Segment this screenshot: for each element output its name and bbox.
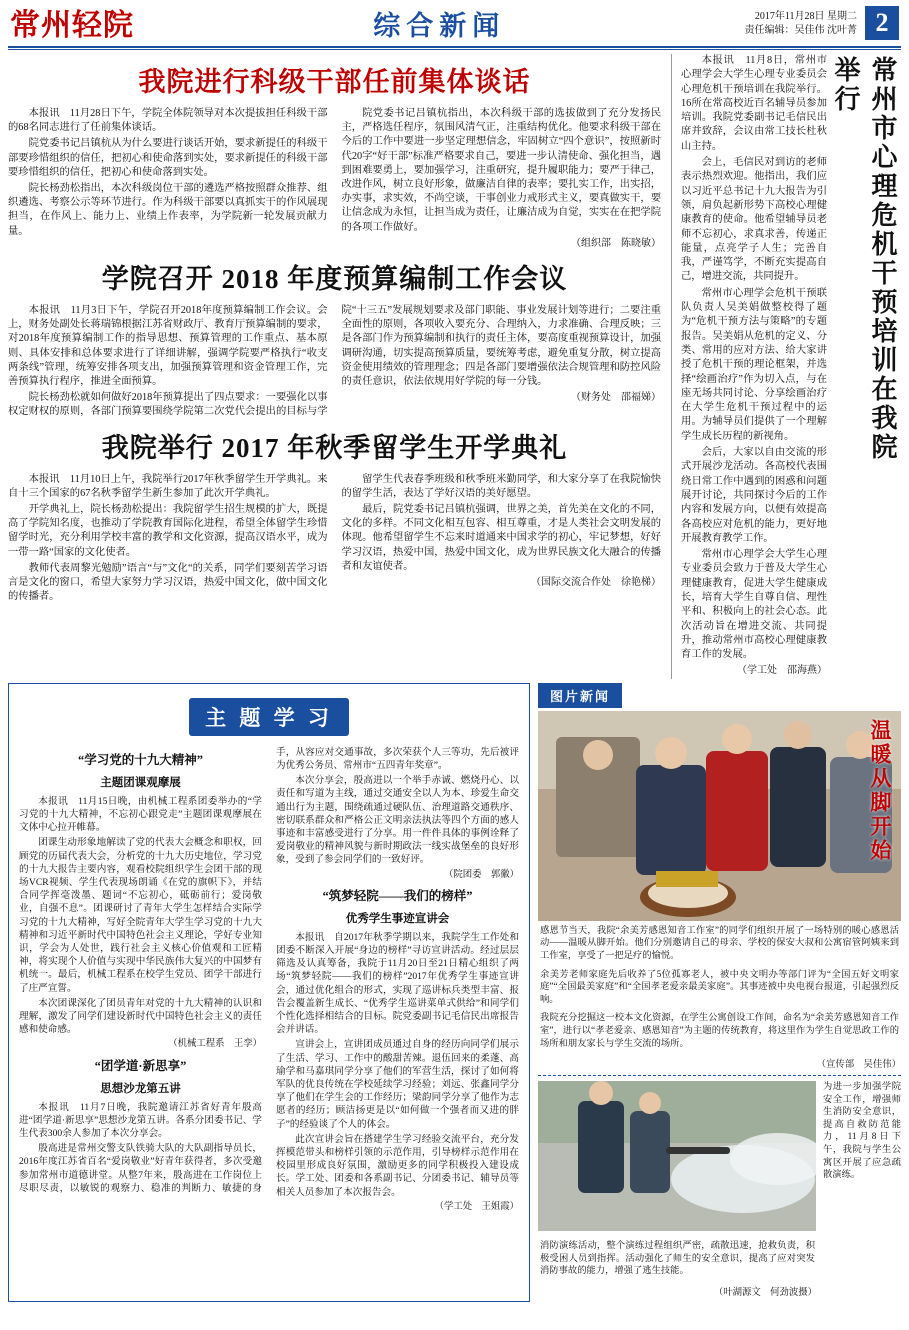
paragraph: 此次宣讲会旨在搭建学生学习经验交流平台，充分发挥模范带头和榜样引领的示范作用，引导榜样示范作用在校园里形成良好氛围，激励更多的同学积极投入建设成长。学工处、团委和各系副书记、分团委书记、辅导员等相关人员参加了本次报告会。 bbox=[276, 1133, 519, 1198]
page-number: 2 bbox=[865, 6, 899, 40]
photo-footbath-caption-3: 我院充分挖掘这一校本文化资源，在学生公寓创设工作间，命名为“余美芳感恩知音工作室”，进行以“孝老爱亲、感恩知音”为主题的传统教育，将这里作为学生自觉思政工作的场所和朋友家长与学生交流的场所。 bbox=[540, 1013, 899, 1049]
article-2-headline: 学院召开 2018 年度预算编制工作会议 bbox=[101, 264, 568, 295]
study-item-3-subtitle: 优秀学生事迹宣讲会 bbox=[345, 912, 450, 925]
masthead-meta bbox=[745, 6, 858, 38]
paragraph: 本报讯 11月3日下午，学院召开2018年度预算编制工作会议。会上，财务处副处长蒋瑞锦根据江苏省财政厅、教育厅预算编制的要求，对2018年度预算编制工作的指导思想、预算管理的工作重点、基本原则、具体安排和总体要求进行了详细讲解，强调学院要严格执行“收支两条线”管理，统筹安排各项支出，加强预算管理和资金管理工作，完善预算执行程序，推进全面预算。 bbox=[8, 305, 328, 388]
study-item-2-signature: （院团委 郭徽） bbox=[443, 869, 519, 880]
masthead-center bbox=[134, 6, 745, 46]
theme-study-columns bbox=[19, 746, 519, 1214]
paragraph: 留学生代表春季班级和秋季班米勤同学，和大家分享了在我院愉快的留学生活，表达了学好汉语的美好愿望。 bbox=[341, 473, 661, 499]
editors-line: 责任编辑：吴佳伟 沈叶菁 bbox=[744, 25, 857, 36]
paragraph: 院党委书记吕镇杭指出，本次科级干部的选拔做到了充分发扬民主，严格选任程序，氛围风清气正，注重结构优化。他要求科级干部在今后的工作中要进一步坚定理想信念，牢固树立“四个意识”，按照新时代20字“好干部”标准严格要求自己，要进一步认清使命、强化担当，遇到困难要勇上，要加强学习，注重研究，提升履职能力；要严于律己，改进作风，树立良好形象，做廉洁自律的表率；要扎实工作，出实招，办实事，求实效，不尚空谈，干事创业力戒形式主义，要真做实干，要让信念成为永恒，让担当成为责任，让廉洁成为自觉，实实在在把学院的各项工作做好。 bbox=[341, 108, 661, 233]
paragraph: 会后，大家以自由交流的形式开展沙龙活动。各高校代表围绕日常工作中遇到的困惑和问题展开讨论，共同探讨今后的工作内容和发展方向，以便有效提高各高校应对危机的能力，更好地开展教育教学工作。 bbox=[681, 447, 827, 544]
paragraph: 会上，毛信民对到访的老师表示热烈欢迎。他指出，我们应以习近平总书记十九大报告为引领，肩负起新形势下高校心理健康教育的使命。他希望辅导员老师不忘初心，求真求善，传递正能量，点亮学子人生；完善自我，严谨笃学，不断充实提高自己，增进交流，共同提升。 bbox=[681, 157, 827, 283]
paragraph: 常州市心理学会大学生心理专业委员会致力于普及大学生心理健康教育，促进大学生健康成长，培育大学生自尊自信、理性平和、积极向上的社会心态。此次活动旨在增进交流、共同提升，推动常州市高校心理健康教育工作的发展。 bbox=[681, 549, 827, 661]
main-body bbox=[0, 50, 909, 679]
study-item-3-title: “筑梦轻院——我们的榜样” bbox=[322, 888, 473, 903]
photo-footbath-vertical-caption: 温暖从脚开始 bbox=[868, 718, 892, 863]
article-4-signature: （学工处 邵海燕） bbox=[737, 665, 827, 677]
right-column bbox=[671, 54, 901, 679]
theme-banner-label: 主 题 学 习 bbox=[189, 698, 349, 736]
picture-news-tab: 图片新闻 bbox=[538, 683, 622, 708]
article-2-signature: （财务处 邵福娣） bbox=[571, 392, 661, 404]
paragraph: 殷高进是常州交警支队铁骑大队的大队副指导员长，2016年度江苏省百名“爱岗敬业”好青年获得者，多次受邀参加常州市道德讲堂。从整7年来，殷高进在工作岗位上尽职尽责，以敏锐的观察力、稳准的判断力、敏捷的身手，从容应对交通事故，多次荣获个人三等功，先后被评为优秀公务员、常州市“五四青年奖章”。 bbox=[19, 746, 519, 1194]
bottom-section bbox=[0, 679, 909, 1308]
paragraph: 本次分享会，殷高进以一个举手赤诚、燃烧丹心、以责任和写道为主线，通过交通安全以人为本、珍爱生命交通出行为主题，围绕疏通过硬队伍、治理道路交通秩序、密切联系群众和严格公正文明亲法执法等四个方面的感人事迹和丰富感受进行了分享。用一件件具体的事例诠释了爱岗敬业的精神风貌与新时期政法一线实战堡垒的良好形象，受到了参会同学们的一致好评。 bbox=[276, 775, 519, 866]
paragraph: 本报讯 11月15日晚，由机械工程系团委举办的“学习党的十九大精神，不忘初心跟党走”主题团课观摩展在文体中心拉开帷幕。 bbox=[19, 795, 262, 834]
vertical-article bbox=[681, 54, 901, 679]
article-2-body bbox=[8, 304, 661, 420]
study-item-2-subtitle: 思想沙龙第五讲 bbox=[100, 1082, 181, 1095]
study-item-1-signature: （机械工程系 王孪） bbox=[168, 1039, 262, 1050]
divider bbox=[538, 1075, 901, 1076]
issue-date: 2017年11月28日 星期二 bbox=[754, 11, 857, 22]
newspaper-logo: 常州轻院 bbox=[10, 9, 134, 42]
theme-study-block bbox=[8, 683, 530, 1302]
paragraph: 本报讯 11月10日上午，我院举行2017年秋季留学生开学典礼。来自十三个国家的67名秋季留学生新生参加了此次开学典礼。 bbox=[8, 473, 328, 499]
photo-footbath-caption-2: 余美芳老师家庭先后收养了5位孤寡老人，被中央文明办等部门评为“全国五好文明家庭”“全国最美家庭”和“全国孝老爱亲最美家庭”。其事迹被中央电视台报道，引起强烈反响。 bbox=[540, 969, 899, 1005]
left-column bbox=[8, 54, 661, 679]
paragraph: 宣讲会上，宣讲团成员通过自身的经历向同学们展示了生活、学习、工作中的酸甜苦辣。退伍回来的柔蓬、高瑜学和马嘉琪同学分享了他们的军营生活，探讨了如何将军队的优良传统在学校延续学习经验；刘远、张鑫同学分享了他们在学生会的工作经历；梁韵同学分享了他作为志愿者的经历；顾洁扬更是以“如何做一个强者而又进的胖子”的经验谈了个人的体会。 bbox=[276, 1039, 519, 1130]
paragraph: 团课生动形象地解读了党的代表大会概念和职权，回顾党的历届代表大会，分析党的十九大历史地位，学习党的十九大报告主要内容，观看校院组织学生会团干部的现场VCR视频、学生代表现场朗诵《在党的旗帜下》，并结合同学挥毫泼墨、题词“不忘初心，砥砺前行；爱岗敬业，自强不息”。团课研讨了青年大学生怎样结合实际学习党的十九大精神，写好全院青年大学生学习党的十九大精神和习近平新时代中国特色社会主义理论，学好专业知识，学会为人处世，践行社会主义核心价值观和工匠精神，将实现个人价值与实现中华民族伟大复兴的中国梦有机统一。最后，机械工程系在校学生党员、团学干部进行了庄严宣誓。 bbox=[19, 837, 262, 994]
paragraph: 最后，院党委书记吕镇杭强调，世界之美，首先美在文化的不同，文化的多样。不同文化相互包容、相互尊重，才是人类社会文明发展的体现。他希望留学生不忘来时道通来中国求学的初心，牢记梦想，好好学习汉语，热爱中国，热爱中国文化，成为世界民族文化大融合的传播者和友谊使者。 bbox=[341, 504, 661, 572]
paragraph: 本次团课深化了团员青年对党的十九大精神的认识和理解，激发了同学们建设新时代中国特色社会主义的责任感和使命感。 bbox=[19, 997, 262, 1036]
picture-news-tab-wrap bbox=[538, 683, 901, 708]
fire-drill-side-note: 为进一步加强学院安全工作，增强师生消防安全意识，提高自救防范能力，11月8日下午，我院与学生公寓区开展了应急疏散演练。 bbox=[823, 1082, 901, 1181]
masthead-rule bbox=[8, 46, 901, 48]
study-item-1-subtitle: 主题团课观摩展 bbox=[100, 776, 181, 789]
study-item-1-title: “学习党的十九大精神” bbox=[77, 752, 203, 767]
paragraph: 教师代表周黎光勉励”语言“与”文化“的关系，同学们要刻苦学习语言是文化的窗口，希望大家努力学习汉语，热爱中国文化，做中国文化的传播者。 bbox=[8, 562, 328, 603]
photo-footbath-image bbox=[538, 711, 901, 921]
masthead bbox=[0, 0, 909, 46]
paragraph: 本报讯 11月28日下午，学院全体院领导对本次提拔担任科级干部的68名同志进行了任前集体谈话。 bbox=[8, 108, 328, 134]
photo-footbath-caption-1: 感恩节当天，我院“余美芳感恩知音工作室”的同学们组织开展了一场特别的暖心感恩活动——温暖从脚开始。他们分别邀请自己的母亲、学校的保安大叔和公寓宿管阿姨来到工作室，享受了一把足疗的愉悦。 bbox=[540, 925, 899, 961]
photo-footbath bbox=[538, 711, 901, 921]
photo-fire-drill-caption: 消防演练活动，整个演练过程组织严密，疏散迅速，抢救负责，积极受困人员到指挥。活动强化了师生的安全意识，提高了应对突发消防事故的能力，增强了逃生技能。 bbox=[540, 1241, 815, 1277]
paragraph: 常州市心理学会危机干预联队负责人吴美娟做整校得了题为“危机干预方法与策略”的专题报告。吴美娟从危机的定义、分类、常用的应对方法、给大家讲授了危机干预的理论框架，并选择“绘画治疗”作为切入点，与在座无场共同讨论、分享绘画治疗在大学生危机干预过程中的运用。为辅导员们提供了一个理解学生成长历程的新视角。 bbox=[681, 287, 827, 442]
paragraph: 本报讯 11月7日晚，我院邀请江苏省好青年殷高进“团学道·新思享”思想沙龙第五讲。各系分团委书记、学生代表300余人参加了本次分享会。 bbox=[19, 1101, 262, 1140]
paragraph: 院长杨劲松指出，本次科级岗位干部的遴选严格按照群众推荐、组织遴选、考察公示等环节进行。作为科级干部要以真抓实干的作风展现担当，在作风上、能力上、业绩上作表率，为学院新一轮发展贡献力量。 bbox=[8, 183, 328, 237]
article-1-body bbox=[8, 107, 661, 251]
study-item-3-signature: （学工处 王姐霞） bbox=[434, 1201, 519, 1212]
photo-fire-drill-credit: （叶湖源文 何劲波摄） bbox=[713, 1287, 817, 1298]
article-3-body bbox=[8, 473, 661, 605]
paragraph: 开学典礼上，院长杨劲松提出：我院留学生招生规模的扩大，既提高了学院知名度，也推动了学院教育国际化进程，希望全体留学生珍惜留学时光，充分利用学校丰富的教学和文化资源，提高汉语水平，成为一带一路“国家的文化使者。 bbox=[8, 504, 328, 558]
article-3-signature: （国际交流合作处 徐艳梯） bbox=[531, 577, 661, 589]
article-3-headline: 我院举行 2017 年秋季留学生开学典礼 bbox=[101, 432, 568, 463]
section-title: 综合新闻 bbox=[373, 11, 506, 41]
study-item-2-title: “团学道·新思享” bbox=[94, 1058, 187, 1073]
theme-banner bbox=[19, 698, 519, 736]
photo-fire-drill-image bbox=[538, 1081, 816, 1231]
paragraph: 院党委书记吕镇杭从为什么要进行谈话开始，要求新提任的科级干部要珍惜组织的信任，把初心和使命落到实处，要求新提任的科级干部要珍惜组织的信任，把初心和使命落到实处。 bbox=[8, 138, 328, 178]
article-4-body bbox=[681, 54, 827, 679]
paragraph: 本报讯 自2017年秋季学期以来，我院学生工作处和团委不断深入开展“身边的榜样”寻访宣讲活动。经过层层筛选及认真筹备，我院于11月20日至21日精心组织了两场“筑梦轻院——我们的榜样”2017年优秀学生事迹宣讲会，通过优化组合的形式，实现了巡讲标兵类型丰富、报告会覆盖新生成长、“优秀学生巡讲菜单式供给”和同学们个性化选择相结合的目标。院党委副书记毛信民出席报告会并讲话。 bbox=[276, 931, 519, 1036]
article-1-headline: 我院进行科级干部任前集体谈话 bbox=[138, 67, 531, 97]
paragraph: 院长杨劲松就如何做好2018年预算提出了四点要求：一要强化以事权定财权的原则，各部门预算要围绕学院第二次党代会提出的目标与学院“十三五”发展规划要求及部门职能、事业发展计划等进行；二要注重全面性的原则，各项收入要充分、合理纳入，力求准确、合理反映；三是各部门作为预算编制和执行的责任主体，要高度重视预算设计，加强调研沟通，切实提高预算质量，要统筹考虑，避免重复分散，树立提高资金使用绩效的管理理念；四是各部门要增强依法合规管理和防控风险的责任意识，依法依规用好学院的每一分钱。 bbox=[8, 305, 661, 418]
article-4-headline: 常州市心理危机干预培训在我院举行 bbox=[831, 56, 897, 462]
picture-news-block bbox=[538, 683, 901, 1302]
picture-news-publisher: （宣传部 吴佳伟） bbox=[816, 1060, 901, 1071]
paragraph: 本报讯 11月8日，常州市心理学会大学生心理专业委员会心理危机干预培训在我院举行。16所在常高校近百名辅导员参加培训。我院党委副书记毛信民出席并致辞，会议由常工技长杜秋山主持。 bbox=[681, 55, 827, 152]
photo-drill-row bbox=[538, 1081, 901, 1302]
article-1-signature: （组织部 陈晓敏） bbox=[571, 237, 661, 249]
